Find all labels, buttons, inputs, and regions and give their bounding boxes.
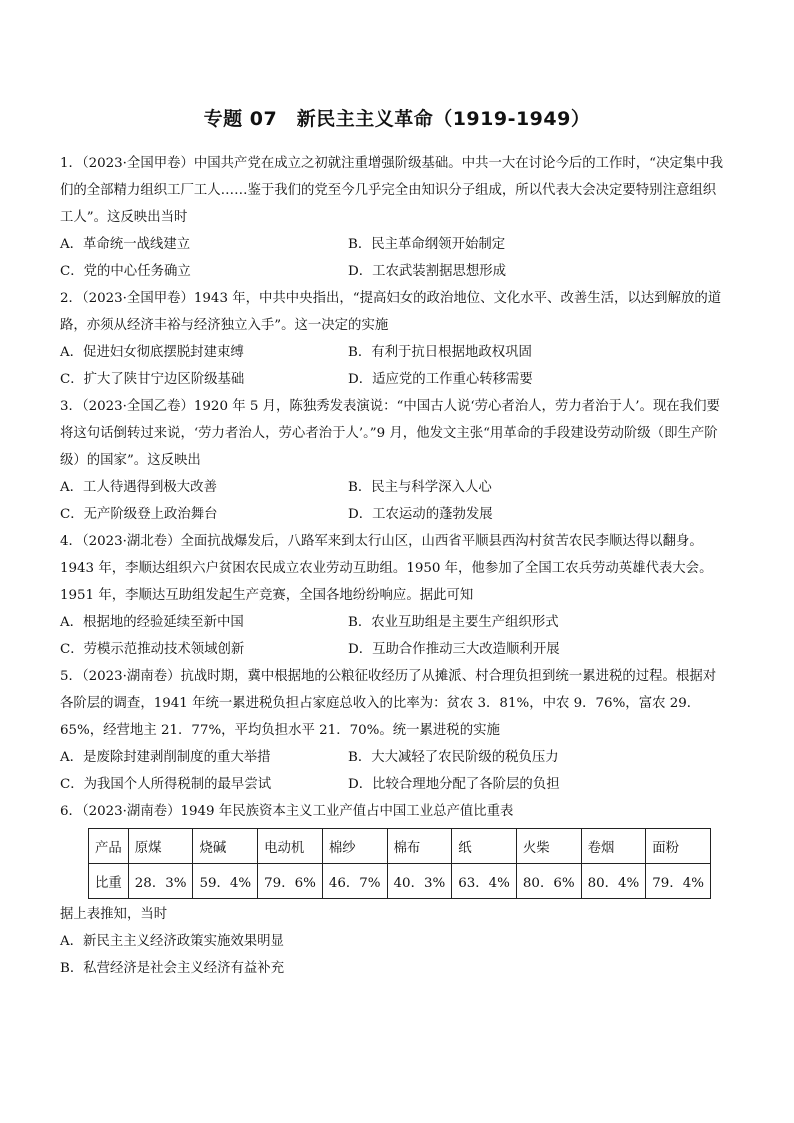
table-header-cell: 纸 [452,829,517,864]
table-header-cell: 烧碱 [193,829,258,864]
question-3-options [60,474,724,528]
option-b: B．民主与科学深入人心 [348,480,492,495]
option-d: D．互助合作推动三大改造顺利开展 [348,642,560,657]
option-c: C．无产阶级登上政治舞台 [60,507,218,522]
option-b: B．农业互助组是主要生产组织形式 [348,615,559,630]
question-4-stem: 4．（2023·湖北卷）全面抗战爆发后，八路军来到太行山区，山西省平顺县西沟村贫苦农民李顺达得以翻身。1943 年，李顺达组织六户贫困农民成立农业劳动互助组。1950 年，他参加了全国工农兵劳动英雄代表大会。1951 年，李顺达互助组发起生产竞赛，全国各地纷纷响应。据此可知 [60,534,713,603]
table-header-label: 产品 [89,829,129,864]
option-a: A．根据地的经验延续至新中国 [60,615,244,630]
question-4-options [60,609,724,663]
table-header-cell: 面粉 [646,829,711,864]
table-header-cell: 卷烟 [581,829,646,864]
question-5-options [60,744,724,798]
questions-container [60,150,724,982]
table-cell: 79．6% [258,864,323,899]
table-header-cell: 原煤 [128,829,193,864]
page-title: 专题 07 新民主主义革命（1919-1949） [203,108,591,130]
question-2-stem: 2．（2023·全国甲卷）1943 年，中共中央指出，“提高妇女的政治地位、文化水平、改善生活，以达到解放的道路，亦须从经济丰裕与经济独立入手”。这一决定的实施 [60,291,722,333]
table-cell: 28．3% [128,864,193,899]
option-a: A．促进妇女彻底摆脱封建束缚 [60,345,244,360]
table-header-cell: 电动机 [258,829,323,864]
table-header-cell: 火柴 [516,829,581,864]
option-b: B．民主革命纲领开始制定 [348,237,506,252]
option-b: B．私营经济是社会主义经济有益补充 [60,961,285,976]
question-2-options [60,339,724,393]
option-c: C．为我国个人所得税制的最早尝试 [60,777,272,792]
option-c: C．党的中心任务确立 [60,264,191,279]
option-b: B．有利于抗日根据地政权巩固 [348,345,532,360]
table-header-cell: 棉布 [387,829,452,864]
industry-share-table [88,828,711,899]
table-cell: 79．4% [646,864,711,899]
question-5-stem: 5．（2023·湖南卷）抗战时期，冀中根据地的公粮征收经历了从摊派、村合理负担到统一累进税的过程。根据对各阶层的调查，1941 年统一累进税负担占家庭总收入的比率为：贫农 3．81%，中农 9．76%，富农 29．65%，经营地主 21．77%，平均负担水平 21．70%。统一累进税的实施 [60,669,717,738]
option-d: D．适应党的工作重心转移需要 [348,372,533,387]
table-cell: 80．4% [581,864,646,899]
question-1-options [60,231,724,285]
question-6-stem: 6．（2023·湖南卷）1949 年民族资本主义工业产值占中国工业总产值比重表 [60,804,514,819]
table-header-cell: 棉纱 [322,829,387,864]
option-a: A．是废除封建剥削制度的重大举措 [60,750,271,765]
table-row-label: 比重 [89,864,129,899]
option-a: A．革命统一战线建立 [60,237,191,252]
table-cell: 59．4% [193,864,258,899]
option-c: C．扩大了陕甘宁边区阶级基础 [60,372,245,387]
option-a: A．工人待遇得到极大改善 [60,480,217,495]
table-header-row [89,829,711,864]
question-6-prompt: 据上表推知，当时 [60,907,168,922]
table-cell: 40．3% [387,864,452,899]
option-d: D．比较合理地分配了各阶层的负担 [348,777,560,792]
question-1-stem: 1．（2023·全国甲卷）中国共产党在成立之初就注重增强阶级基础。中共一大在讨论今后的工作时，“决定集中我们的全部精力组织工厂工人……鉴于我们的党至今几乎完全由知识分子组成，所以代表大会决定要特别注意组织工人”。这反映出当时 [60,156,723,225]
option-a: A．新民主主义经济政策实施效果明显 [60,934,284,949]
option-d: D．工农武装割据思想形成 [348,264,507,279]
table-row [89,864,711,899]
table-cell: 63．4% [452,864,517,899]
table-cell: 46．7% [322,864,387,899]
option-c: C．劳模示范推动技术领域创新 [60,642,245,657]
question-3-stem: 3．（2023·全国乙卷）1920 年 5 月，陈独秀发表演说：“中国古人说‘劳心者治人，劳力者治于人’。现在我们要将这句话倒转过来说，‘劳力者治人，劳心者治于人’。”9 月，他发文主张“用革命的手段建设劳动阶级（即生产阶级）的国家”。这反映出 [60,399,720,468]
option-b: B．大大减轻了农民阶级的税负压力 [348,750,559,765]
option-d: D．工农运动的蓬勃发展 [348,507,493,522]
table-cell: 80．6% [516,864,581,899]
